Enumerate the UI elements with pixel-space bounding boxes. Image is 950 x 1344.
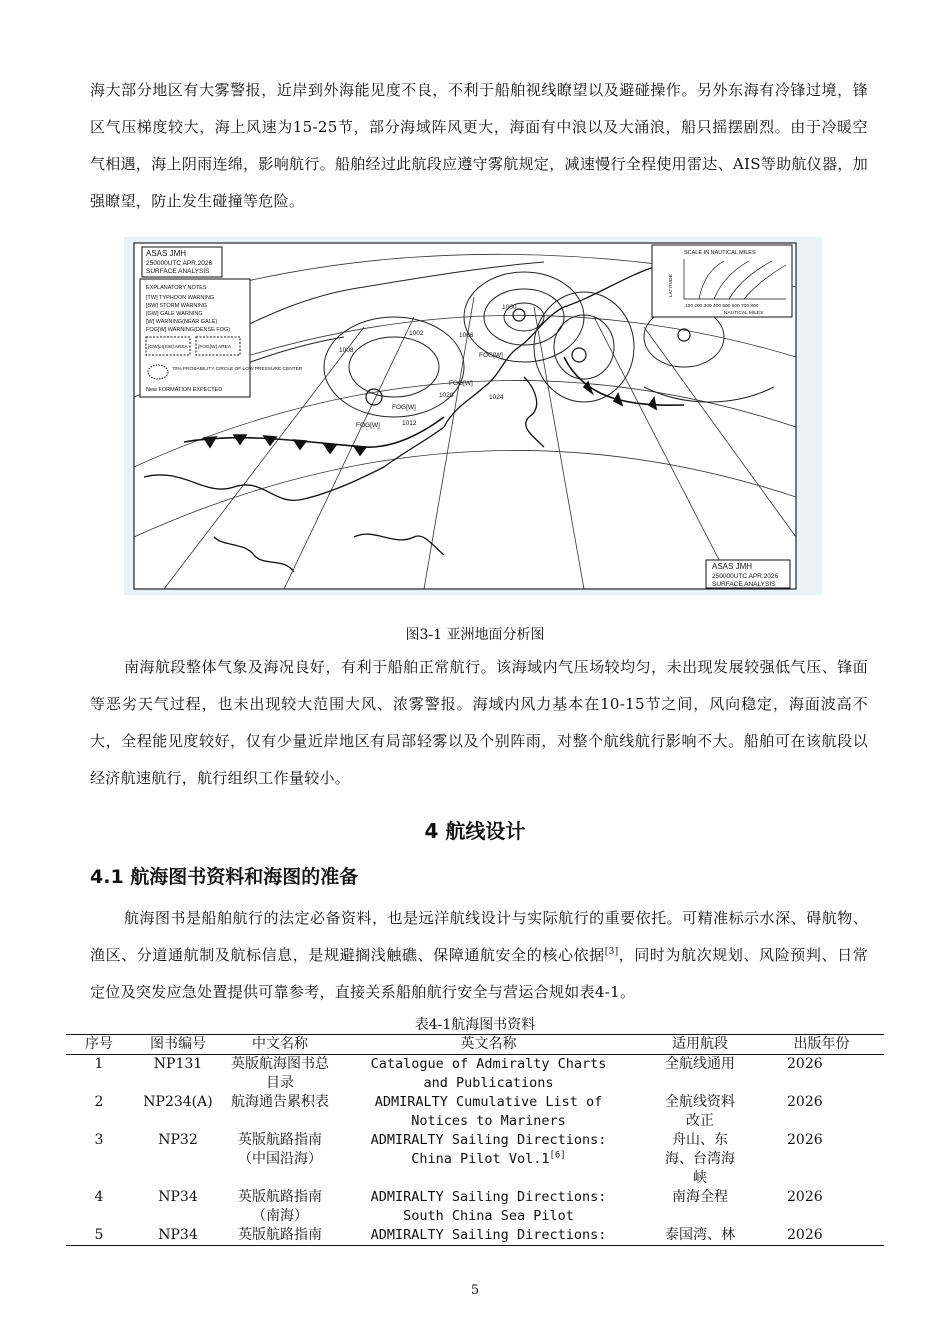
map-header-time: 250000UTC APR.2026 [146,260,213,267]
map-footer-sub: SURFACE ANALYSIS [712,581,776,588]
table-row [66,1055,884,1093]
cell-year: 2026 [787,1227,823,1243]
paragraph-south-china-sea-weather: 南海航段整体气象及海况良好，有利于船舶正常航行。该海域内气压场较均匀，未出现发展较强低气压、锋面等恶劣天气过程，也未出现较大范围大风、浓雾警报。海域内风力基本在10-15节之间，风向稳定，海面波高不大，全程能见度较好，仅有少量近岸地区有局部轻雾以及个别阵雨，对整个航线航行影响不大。船舶可在该航段以经济航速航行，航行组织工作量较小。 [90,658,868,787]
cell-english-name: ADMIRALTY Sailing Directions: South China Sea Pilot [370,1189,607,1224]
cell-code: NP131 [153,1056,203,1072]
figure-caption: 图3-1 亚洲地面分析图 [405,627,545,643]
cell-year: 2026 [787,1132,823,1148]
legend-title: EXPLANATORY NOTES [146,285,207,291]
map-label-pressure-1020: 1020 [439,392,454,399]
paragraph-text-part-1: 航海图书是船舶航行的法定必备资料，也是远洋航线设计与实际航行的重要依托。可精准标示水深、碍航物、渔区、分道通航制及航标信息，是规避搁浅触礁、保障通航安全的核心依据 [90,909,868,964]
cell-chinese-name: 英版航海图书总 目录 [231,1056,329,1091]
cell-year: 2026 [787,1056,823,1072]
header-segment: 适用航段 [672,1036,728,1052]
map-label-pressure-1012: 1012 [402,420,417,427]
scale-latitude-label: LATITUDE [669,274,674,297]
cell-segment: 舟山、东 海、台湾海 峡 [665,1132,735,1186]
page-number: 5 [470,1283,480,1298]
map-label-fog-4: FOG[W] [356,422,380,429]
scale-axis: 100 200 300 400 500 600 700 800 [685,304,759,309]
cell-chinese-name: 航海通告累积表 [231,1094,329,1110]
cell-english-name: ADMIRALTY Sailing Directions: [370,1227,607,1243]
cell-segment: 泰国湾、林 [665,1227,735,1243]
cell-chinese-name: 英版航路指南 （中国沿海） [238,1132,322,1167]
table-row [66,1226,884,1245]
legend-area-fog: [FOG[W] AREA [198,345,232,350]
cell-no: 2 [94,1094,104,1110]
cell-code: NP32 [158,1132,198,1148]
map-label-pressure-1000: 1000 [502,304,517,311]
table-header-row [66,1035,884,1055]
cell-code: NP34 [158,1227,198,1243]
cell-code: NP34 [158,1189,198,1205]
nautical-publications-table [66,1034,884,1246]
cell-english-name: ADMIRALTY Cumulative List of Notices to Mariners [374,1094,603,1129]
legend-probability-circle: 70% PROBABILITY CIRCLE OF LOW PRESSURE CENTER [172,367,303,372]
map-header-title: ASAS JMH [146,249,187,258]
table-row [66,1131,884,1188]
header-no: 序号 [85,1036,113,1052]
map-label-pressure-1002: 1002 [409,330,424,337]
legend-item-typhoon: [TW] TYPHOON WARNING [146,295,215,301]
map-header-sub: SURFACE ANALYSIS [146,268,210,275]
cell-segment: 全航线资料 改正 [665,1094,735,1129]
cell-no: 1 [94,1056,104,1072]
map-label-fog-2: FOG[W] [449,380,473,387]
table-row [66,1093,884,1131]
cell-chinese-name: 英版航路指南 （南海） [238,1189,322,1224]
legend-item-dense-fog: FOG[W] WARNING(DENSE FOG) [146,327,231,333]
legend-area-gale: [GW]or[SW] AREA [148,345,188,350]
table-caption: 表4-1航海图书资料 [414,1017,536,1033]
cell-english-name: Catalogue of Admiralty Charts and Publications [370,1056,607,1091]
paragraph-nautical-publications [90,900,868,1011]
header-chinese-name: 中文名称 [252,1036,308,1052]
header-english-name: 英文名称 [460,1036,517,1052]
chapter-heading: 4 航线设计 [424,819,526,843]
map-label-fog-3: FOG[W] [392,404,416,411]
cell-segment: 全航线通用 [665,1056,735,1072]
paragraph-east-china-sea-weather: 海大部分地区有大雾警报，近岸到外海能见度不良，不利于船舶视线瞭望以及避碰操作。另外东海有冷锋过境，锋区气压梯度较大，海上风速为15-25节，部分海域阵风更大，海面有中浪以及大涌浪，船只摇摆剧烈。由于冷暖空气相遇，海上阴雨连绵，影响航行。船舶经过此航段应遵守雾航规定，减速慢行全程使用雷达、AIS等助航仪器，加强瞭望，防止发生碰撞等危险。 [90,81,868,210]
map-label-pressure-1006: 1006 [459,332,474,339]
cell-chinese-name: 英版航路指南 [238,1227,322,1243]
cell-no: 4 [94,1189,104,1205]
cell-year: 2026 [787,1189,823,1205]
asia-surface-analysis-map [124,237,822,595]
cell-year: 2026 [787,1094,823,1110]
section-heading: 4.1 航海图书资料和海图的准备 [90,866,359,888]
map-label-pressure-1024: 1024 [489,394,504,401]
map-label-pressure-1008: 1008 [339,347,354,354]
map-label-fog-1: FOG[W] [479,352,503,359]
table-row [66,1188,884,1226]
cell-code: NP234(A) [143,1094,213,1110]
map-footer-time: 250000UTC APR.2026 [712,573,779,580]
legend-item-near-gale: [W] WARNING(NEAR GALE) [146,319,218,325]
scale-unit: NAUTICAL MILES [724,311,764,316]
map-footer-title: ASAS JMH [712,562,753,571]
header-year: 出版年份 [793,1036,850,1052]
legend-item-storm: [SW] STORM WARNING [146,303,208,309]
scale-title: SCALE IN NAUTICAL MILES [684,250,756,256]
cell-no: 3 [94,1132,104,1148]
citation-3: [3] [604,947,619,957]
citation-6: [6] [549,1150,566,1161]
legend-new-formation: New FORMATION EXPECTED [146,387,223,393]
cell-no: 5 [94,1227,104,1243]
cell-english-name: ADMIRALTY Sailing Directions: China Pilot Vol.1[6] [370,1132,607,1167]
legend-item-gale: [GW] GALE WARNING [146,311,203,317]
header-code: 图书编号 [150,1036,206,1052]
paragraph-text-part-2: ，同时为航次规划、风险预判、日常定位及突发应急处置提供可靠参考，直接关系船舶航行安全与营运合规如表4-1。 [90,946,868,1001]
cell-segment: 南海全程 [672,1189,728,1205]
